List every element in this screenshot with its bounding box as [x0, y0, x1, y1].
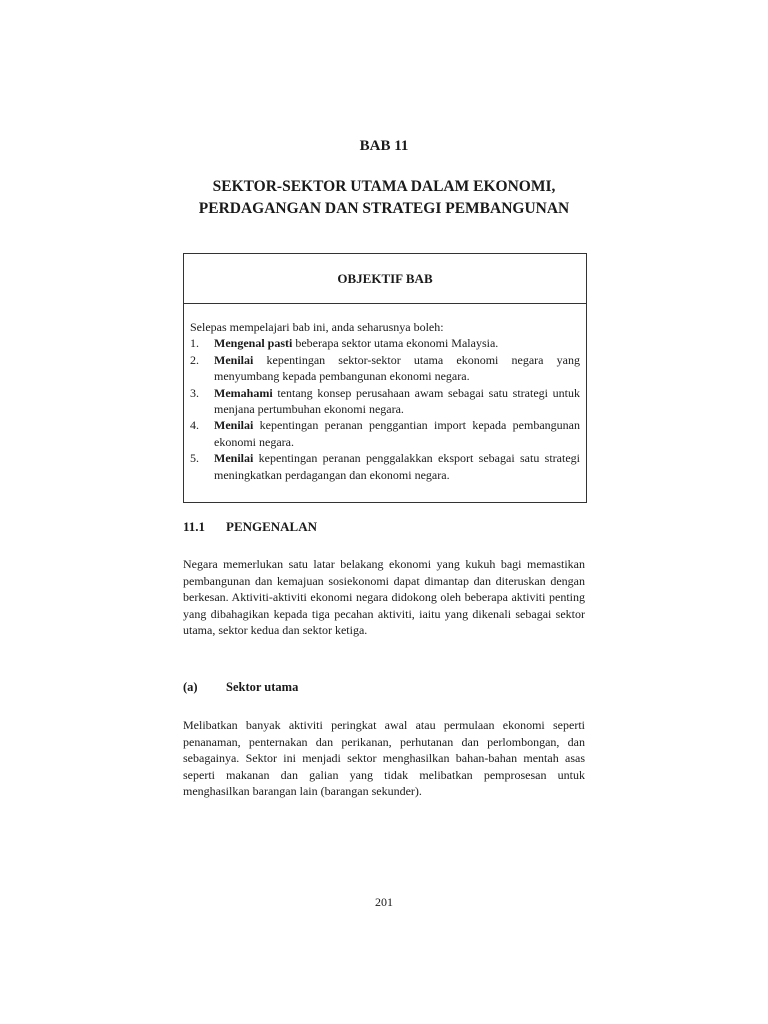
objective-number: 2. — [190, 352, 199, 367]
section-title: PENGENALAN — [226, 519, 318, 534]
objective-description: tentang konsep perusahaan awam sebagai satu strategi untuk menjana pertumbuhan ekonomi negara. — [214, 385, 580, 417]
objectives-intro: Selepas mempelajari bab ini, anda seharusnya boleh: — [190, 320, 444, 334]
objective-text — [214, 385, 580, 418]
objective-text — [214, 417, 580, 450]
objective-number: 4. — [190, 418, 199, 433]
objective-description: kepentingan peranan penggalakkan eksport sebagai satu strategi meningkatkan perdagangan dan ekonomi negara. — [214, 451, 580, 482]
page-number: 201 — [375, 895, 393, 909]
objective-item — [190, 335, 580, 351]
objective-description: kepentingan sektor-sektor utama ekonomi negara yang menyumbang kepada pembangunan ekonomi negara. — [214, 352, 580, 384]
objective-keyword: Menilai — [214, 352, 254, 367]
subsection-title: Sektor utama — [226, 680, 299, 694]
objective-description: beberapa sektor utama ekonomi Malaysia. — [292, 336, 499, 351]
objective-keyword: Menilai — [214, 418, 254, 433]
objective-keyword: Mengenal pasti — [214, 336, 293, 351]
objective-item — [190, 385, 580, 418]
objective-number: 5. — [190, 451, 199, 466]
objective-item — [190, 352, 580, 385]
objective-item — [190, 417, 580, 450]
objectives-body — [184, 304, 586, 483]
objective-number: 3. — [190, 385, 199, 400]
objective-text — [214, 352, 580, 385]
objective-keyword: Menilai — [214, 451, 254, 466]
section-heading — [183, 519, 317, 535]
chapter-title — [0, 176, 768, 220]
section-number: 11.1 — [183, 519, 206, 534]
objective-description: kepentingan peranan penggantian import kepada pembangunan ekonomi negara. — [214, 418, 580, 449]
objective-keyword: Memahami — [214, 385, 273, 400]
subsection-heading — [183, 680, 298, 695]
chapter-number: BAB 11 — [359, 138, 409, 154]
objective-text — [214, 450, 580, 483]
objectives-list — [190, 335, 580, 483]
subsection-paragraph: Melibatkan banyak aktiviti peringkat awal atau permulaan ekonomi seperti penanaman, penternakan dan perikanan, perhutanan dan perlombongan, dan sebagainya. Sektor ini menjadi sektor menghasilkan bahan-bahan mentah asas seperti makanan dan galian yang tidak melibatkan pemprosesan untuk menghasilkan barangan lain (barangan sekunder). — [183, 718, 585, 798]
objective-text — [214, 335, 580, 351]
subsection-label: (a) — [183, 680, 198, 694]
chapter-title-line-1: SEKTOR-SEKTOR UTAMA DALAM EKONOMI, — [212, 178, 556, 195]
objective-item — [190, 450, 580, 483]
section-paragraph: Negara memerlukan satu latar belakang ekonomi yang kukuh bagi memastikan pembangunan dan kemajuan sosiekonomi dapat dimantap dan diteruskan dengan berkesan. Aktiviti-aktiviti ekonomi negara didokong oleh beberapa aktiviti penting yang dibahagikan kepada tiga pecahan aktiviti, iaitu yang dikenali sebagai sektor utama, sektor kedua dan sektor ketiga. — [183, 557, 585, 637]
objectives-heading: OBJEKTIF BAB — [184, 254, 586, 304]
objective-number: 1. — [190, 336, 199, 351]
chapter-title-line-2: PERDAGANGAN DAN STRATEGI PEMBANGUNAN — [198, 200, 570, 217]
objectives-box — [183, 253, 587, 503]
